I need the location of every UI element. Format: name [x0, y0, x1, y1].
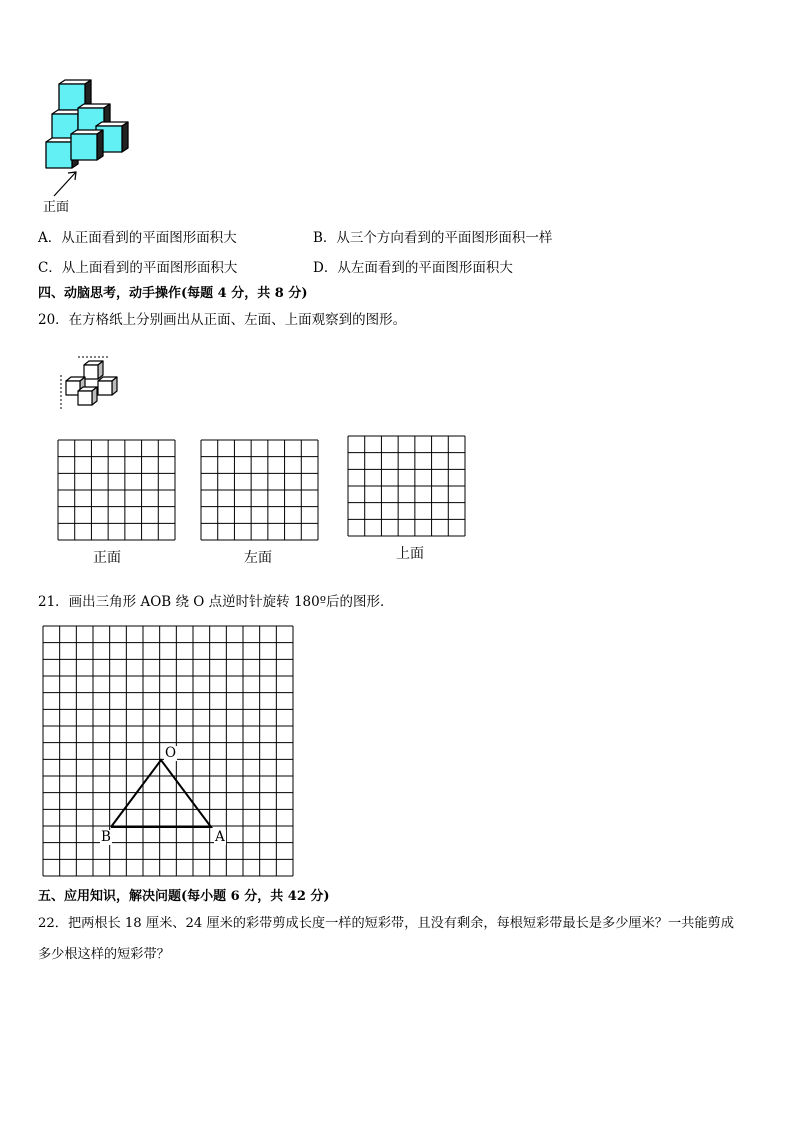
point-label-a: A	[215, 829, 225, 845]
front-label: 正面	[43, 200, 70, 215]
grid-label-left: 左面	[244, 550, 272, 566]
grid-label-front: 正面	[93, 550, 121, 566]
point-label-o: O	[165, 745, 177, 761]
grid-top	[348, 436, 468, 538]
option-b: B．从三个方向看到的平面图形面积一样	[313, 230, 553, 246]
option-a: A．从正面看到的平面图形面积大	[38, 230, 237, 246]
point-label-b: B	[101, 829, 111, 845]
question-20-text: 20．在方格纸上分别画出从正面、左面、上面观察到的图形。	[38, 312, 407, 328]
grid-label-top: 上面	[396, 546, 424, 562]
option-d: D．从左面看到的平面图形面积大	[313, 260, 513, 276]
front-arrow-icon	[50, 168, 90, 200]
small-cube-sketch	[58, 355, 138, 415]
question-22-line-1: 22．把两根长 18 厘米、24 厘米的彩带剪成长度一样的短彩带，且没有剩余，每根短彩带最长是多少厘米？一共能剪成	[38, 916, 734, 931]
cube-stack-figure	[40, 78, 130, 178]
question-22-line-2: 多少根这样的短彩带？	[38, 947, 170, 962]
grid-front	[58, 440, 178, 542]
section-heading-4: 四、动脑思考，动手操作(每题 4 分，共 8 分)	[38, 286, 308, 301]
section-heading-5: 五、应用知识，解决问题(每小题 6 分，共 42 分)	[38, 889, 330, 904]
cube-stack-drawing	[40, 78, 130, 178]
grid-left	[201, 440, 321, 542]
option-c: C．从上面看到的平面图形面积大	[38, 260, 238, 276]
question-21-text: 21．画出三角形 AOB 绕 O 点逆时针旋转 180º后的图形．	[38, 594, 394, 610]
